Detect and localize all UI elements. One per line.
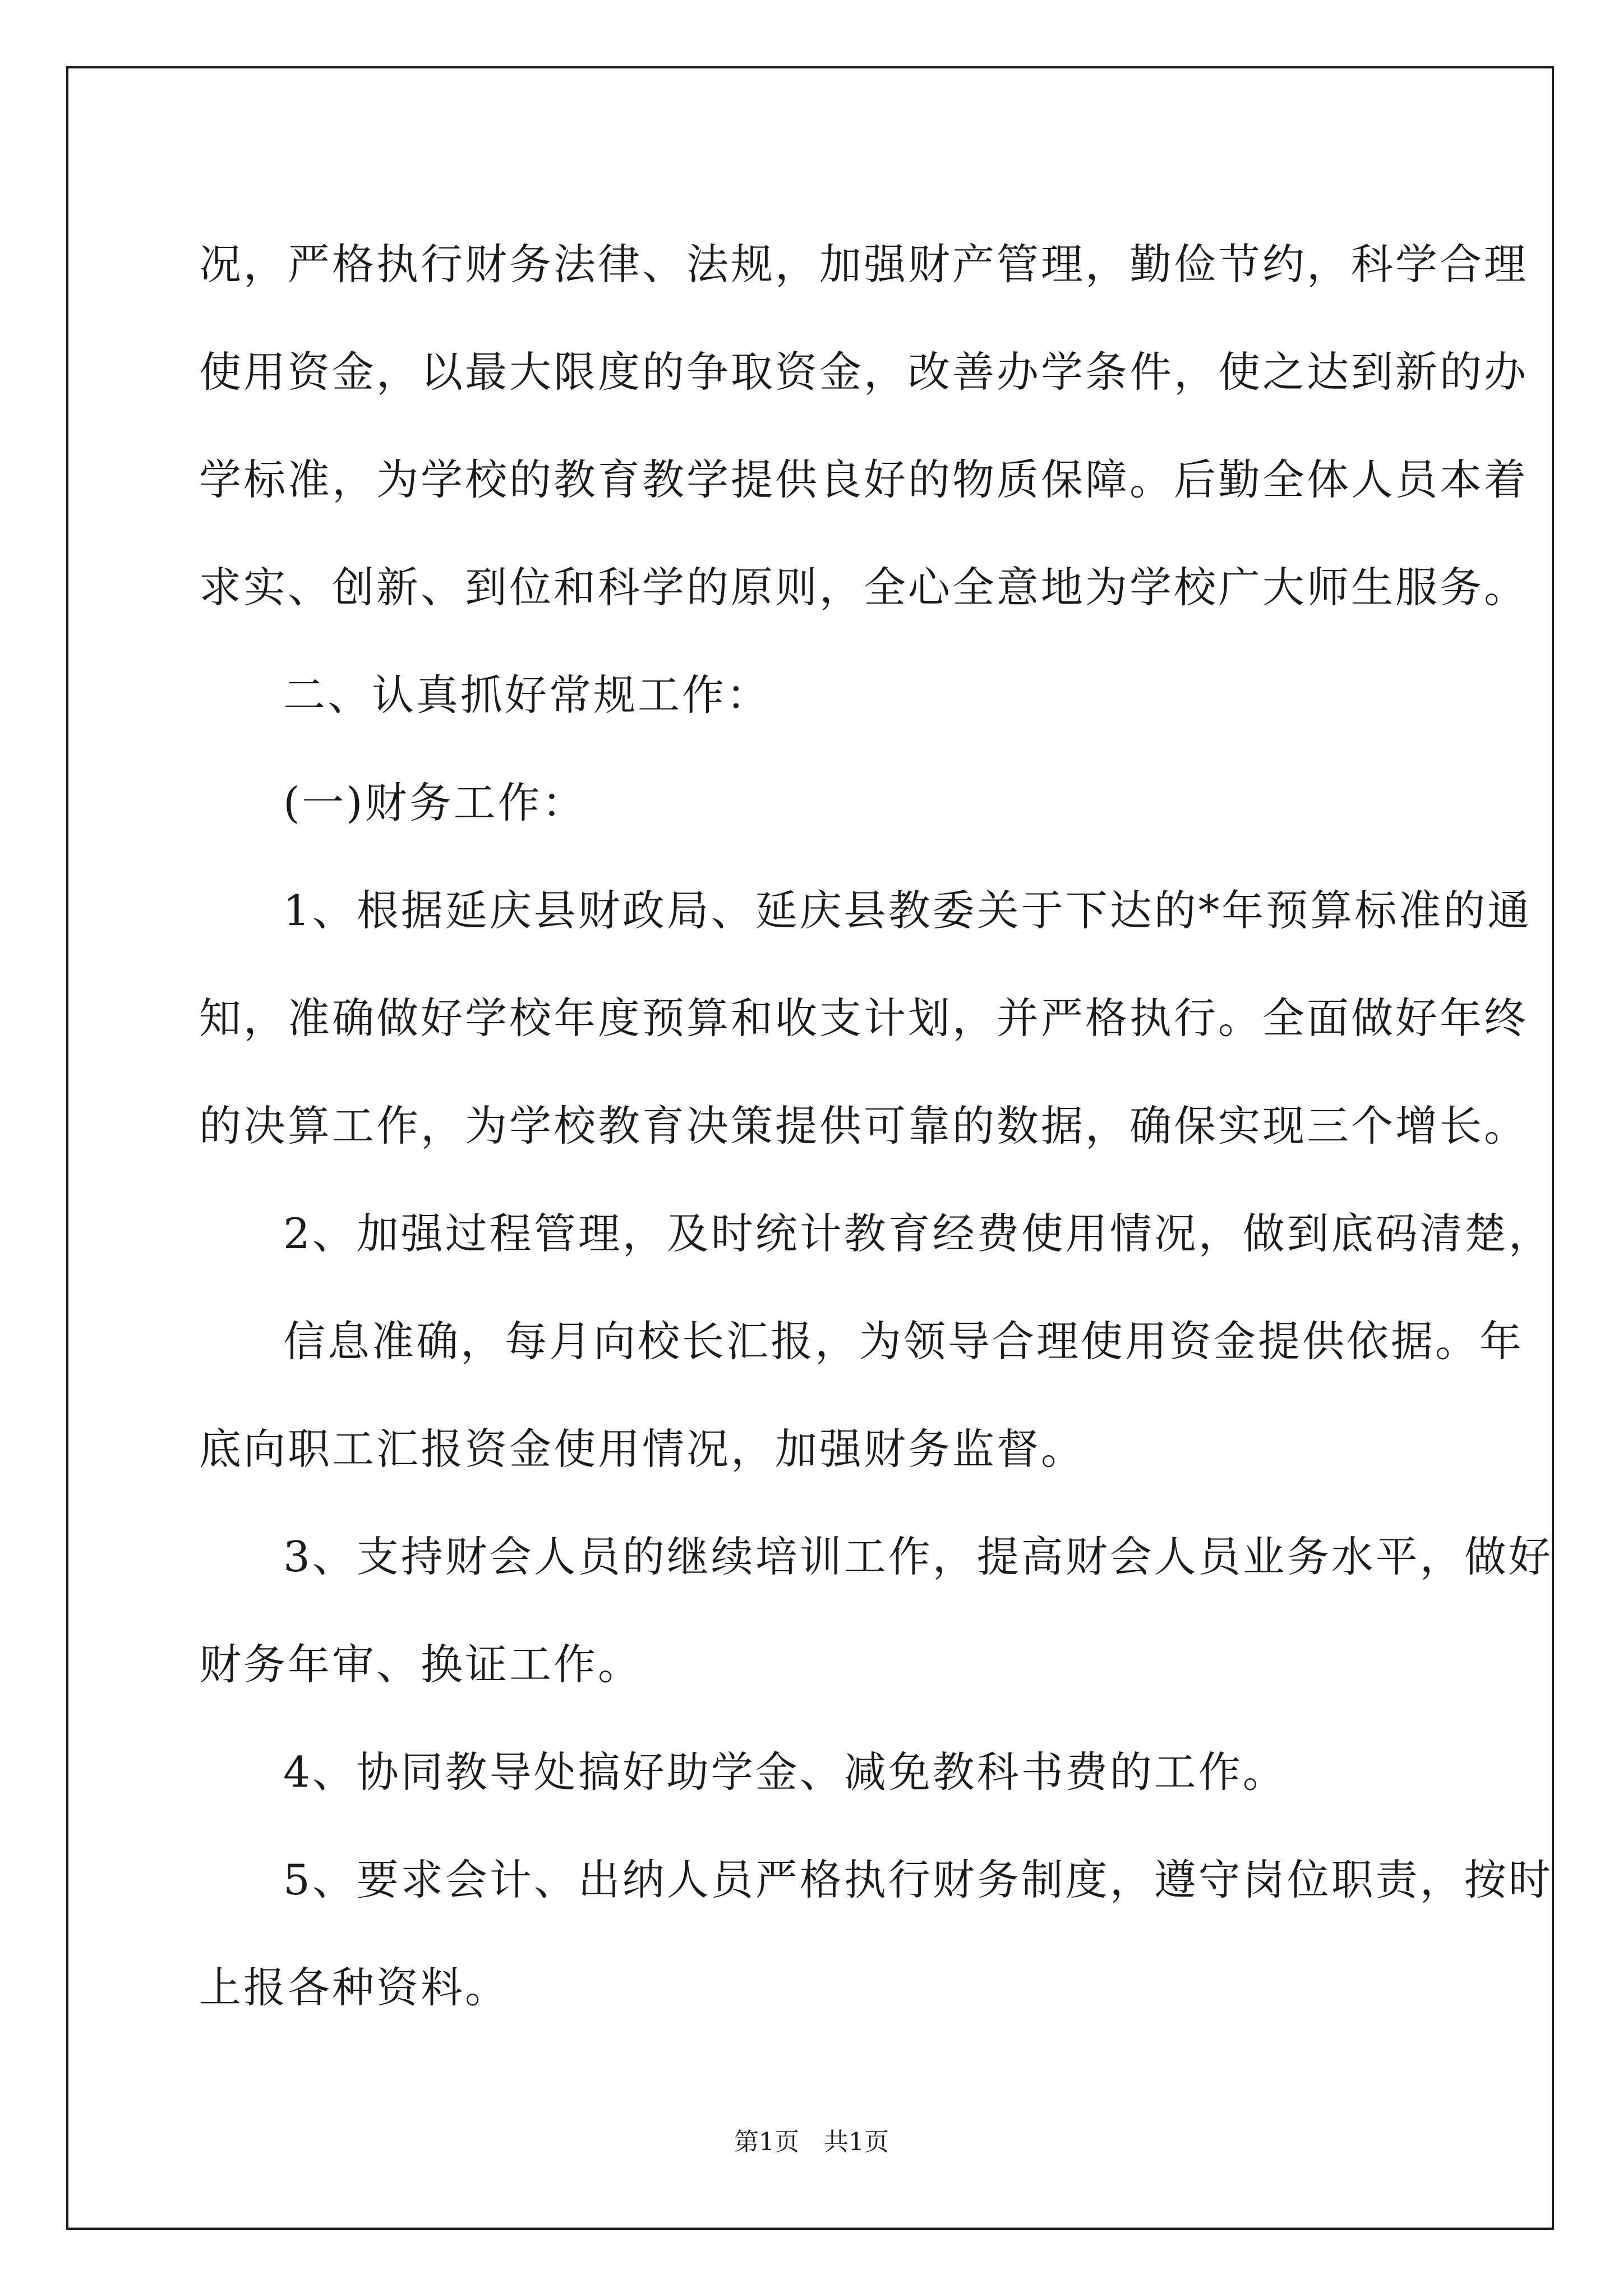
paragraph-line: 的决算工作，为学校教育决策提供可靠的数据，确保实现三个增长。	[199, 1101, 1529, 1151]
paragraph-line: 底向职工汇报资金使用情况，加强财务监督。	[199, 1424, 1086, 1474]
paragraph-line: 求实、创新、到位和科学的原则，全心全意地为学校广大师生服务。	[199, 563, 1529, 612]
section-heading: 二、认真抓好常规工作：	[283, 670, 771, 720]
list-item-2: 2、加强过程管理，及时统计教育经费使用情况，做到底码清楚，	[283, 1209, 1553, 1258]
page-total: 共1页	[824, 2128, 889, 2156]
subsection-heading: (一)财务工作：	[283, 778, 587, 827]
list-item-4: 4、协同教导处搞好助学金、减免教科书费的工作。	[283, 1747, 1287, 1797]
paragraph-line: 知，准确做好学校年度预算和收支计划，并严格执行。全面做好年终	[199, 993, 1529, 1043]
document-body	[199, 210, 1553, 2041]
list-item-3: 3、支持财会人员的继续培训工作，提高财会人员业务水平，做好	[283, 1532, 1553, 1581]
paragraph-line: 况，严格执行财务法律、法规，加强财产管理，勤俭节约，科学合理	[199, 240, 1529, 289]
paragraph-line: 上报各种资料。	[199, 1963, 510, 2012]
paragraph-line: 使用资金，以最大限度的争取资金，改善办学条件，使之达到新的办	[199, 347, 1529, 397]
page-number: 第1页	[734, 2128, 799, 2156]
list-item-1: 1、根据延庆县财政局、延庆县教委关于下达的*年预算标准的通	[283, 886, 1532, 935]
paragraph-line: 信息准确，每月向校长汇报，为领导合理使用资金提供依据。年	[283, 1317, 1524, 1366]
paragraph-line: 学标准，为学校的教育教学提供良好的物质保障。后勤全体人员本着	[199, 455, 1529, 504]
page-footer	[0, 2122, 1623, 2157]
list-item-5: 5、要求会计、出纳人员严格执行财务制度，遵守岗位职责，按时	[283, 1855, 1553, 1904]
paragraph-line: 财务年审、换证工作。	[199, 1640, 643, 1689]
